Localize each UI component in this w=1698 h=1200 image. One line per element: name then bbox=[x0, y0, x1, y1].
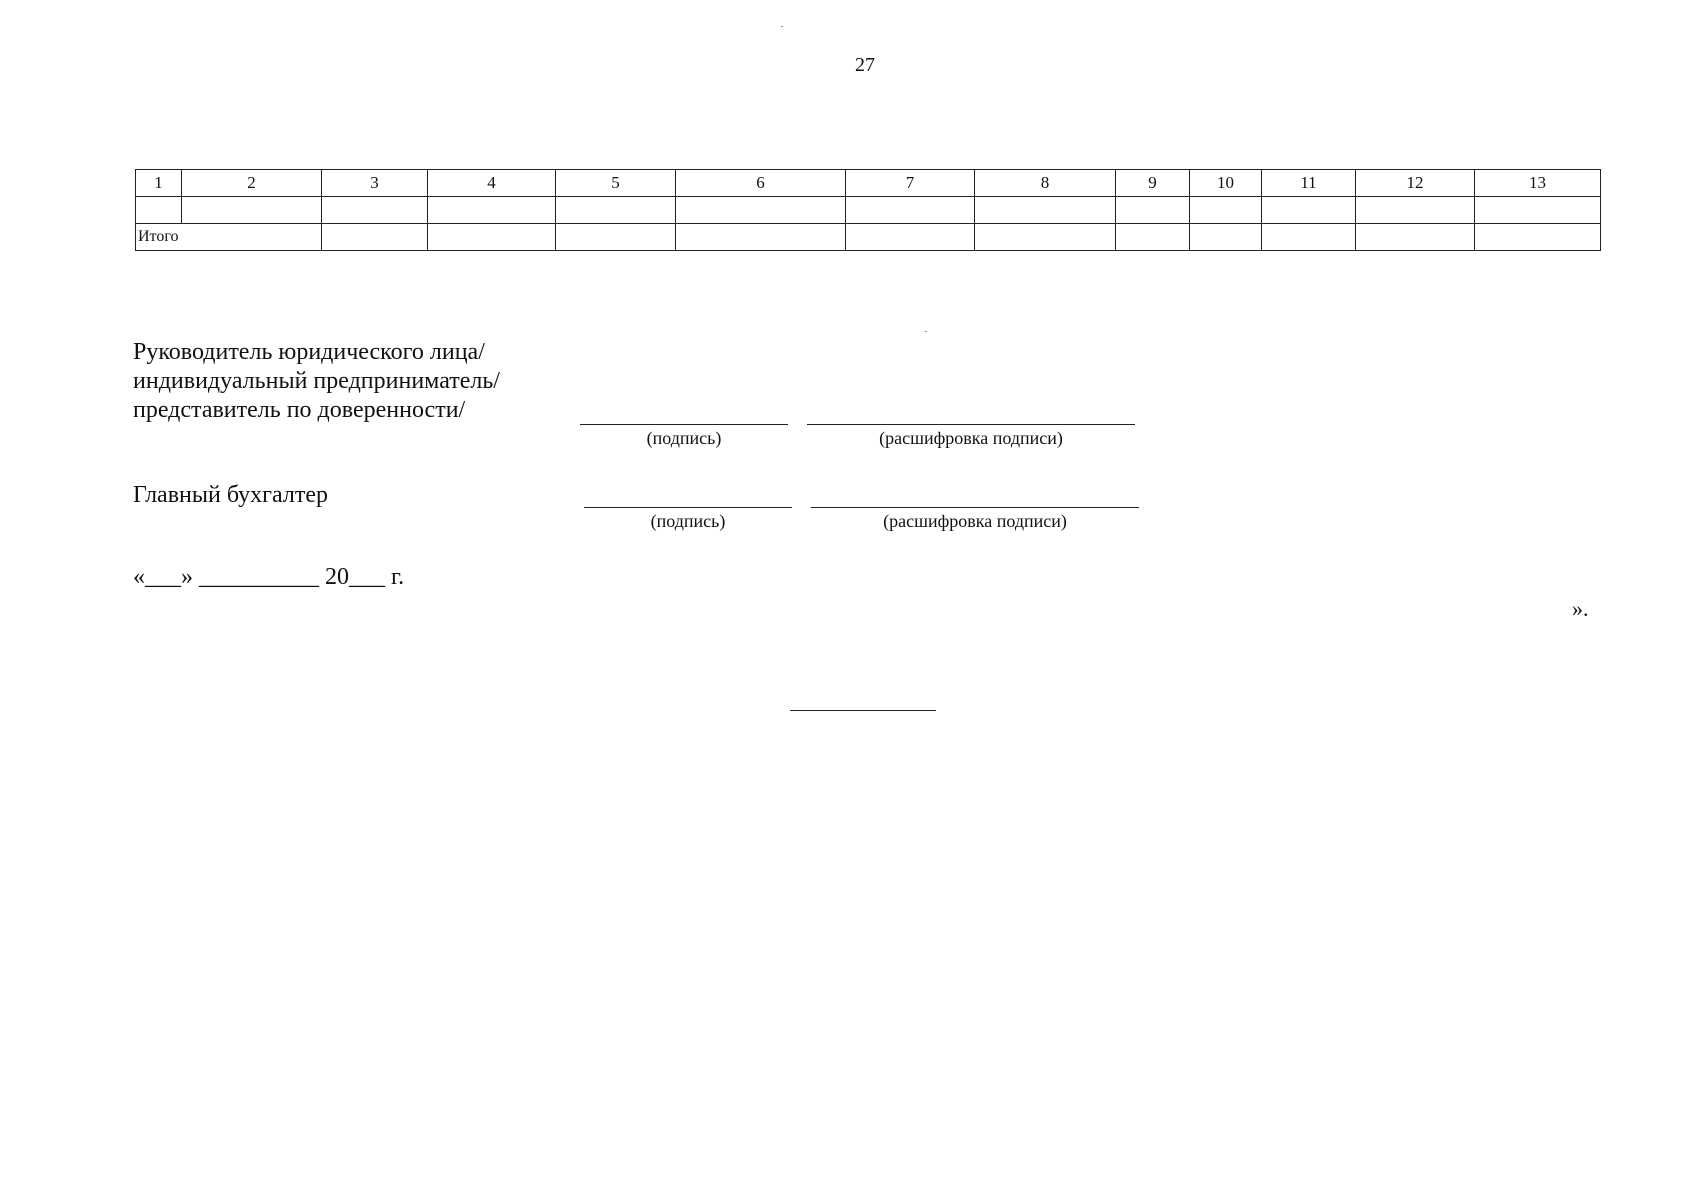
table-cell bbox=[182, 197, 322, 224]
column-number: 3 bbox=[322, 170, 428, 197]
head-decryption-caption: (расшифровка подписи) bbox=[879, 428, 1063, 448]
accountant-decryption-line bbox=[811, 507, 1139, 508]
table-cell bbox=[846, 224, 975, 251]
column-number: 13 bbox=[1475, 170, 1601, 197]
summary-table bbox=[135, 169, 1601, 251]
table-cell bbox=[322, 224, 428, 251]
table-cell bbox=[1262, 197, 1356, 224]
table-cell bbox=[975, 224, 1116, 251]
column-number: 4 bbox=[428, 170, 556, 197]
column-number: 9 bbox=[1116, 170, 1190, 197]
total-label: Итого bbox=[136, 224, 322, 251]
table-cell bbox=[1475, 197, 1601, 224]
table-cell bbox=[846, 197, 975, 224]
column-number: 8 bbox=[975, 170, 1116, 197]
scan-speck bbox=[781, 26, 783, 27]
column-number: 6 bbox=[676, 170, 846, 197]
table-cell bbox=[136, 197, 182, 224]
table-cell bbox=[1190, 197, 1262, 224]
table-cell bbox=[1116, 197, 1190, 224]
column-number: 12 bbox=[1356, 170, 1475, 197]
column-number: 2 bbox=[182, 170, 322, 197]
end-of-document-rule bbox=[790, 710, 936, 711]
accountant-decryption-caption: (расшифровка подписи) bbox=[883, 511, 1067, 531]
closing-quote: ». bbox=[1572, 596, 1589, 621]
table-cell bbox=[1262, 224, 1356, 251]
column-number: 10 bbox=[1190, 170, 1262, 197]
table-cell bbox=[1190, 224, 1262, 251]
head-signature-caption: (подпись) bbox=[646, 428, 722, 448]
page-number: 27 bbox=[855, 54, 875, 76]
head-title-line: Руководитель юридического лица/ bbox=[133, 339, 485, 365]
column-number: 5 bbox=[556, 170, 676, 197]
table-cell bbox=[428, 224, 556, 251]
table-cell bbox=[428, 197, 556, 224]
table-cell bbox=[1356, 197, 1475, 224]
table-cell bbox=[556, 197, 676, 224]
accountant-signature-line bbox=[584, 507, 792, 508]
scan-speck bbox=[925, 331, 927, 332]
table-cell bbox=[1116, 224, 1190, 251]
table-cell bbox=[1475, 224, 1601, 251]
chief-accountant-title: Главный бухгалтер bbox=[133, 482, 328, 508]
column-number: 7 bbox=[846, 170, 975, 197]
table-cell bbox=[322, 197, 428, 224]
empty-data-row bbox=[136, 197, 1601, 224]
head-signatory-title bbox=[133, 338, 500, 425]
column-number: 11 bbox=[1262, 170, 1356, 197]
column-number: 1 bbox=[136, 170, 182, 197]
table-cell bbox=[975, 197, 1116, 224]
total-row bbox=[136, 224, 1601, 251]
head-signature-line bbox=[580, 424, 788, 425]
head-decryption-line bbox=[807, 424, 1135, 425]
head-title-line: представитель по доверенности/ bbox=[133, 397, 466, 423]
table-cell bbox=[556, 224, 676, 251]
head-title-line: индивидуальный предприниматель/ bbox=[133, 368, 500, 394]
accountant-signature-caption: (подпись) bbox=[650, 511, 726, 531]
column-number-row bbox=[136, 170, 1601, 197]
date-line: «___» __________ 20___ г. bbox=[133, 564, 405, 590]
table-cell bbox=[676, 224, 846, 251]
table-cell bbox=[1356, 224, 1475, 251]
table-cell bbox=[676, 197, 846, 224]
